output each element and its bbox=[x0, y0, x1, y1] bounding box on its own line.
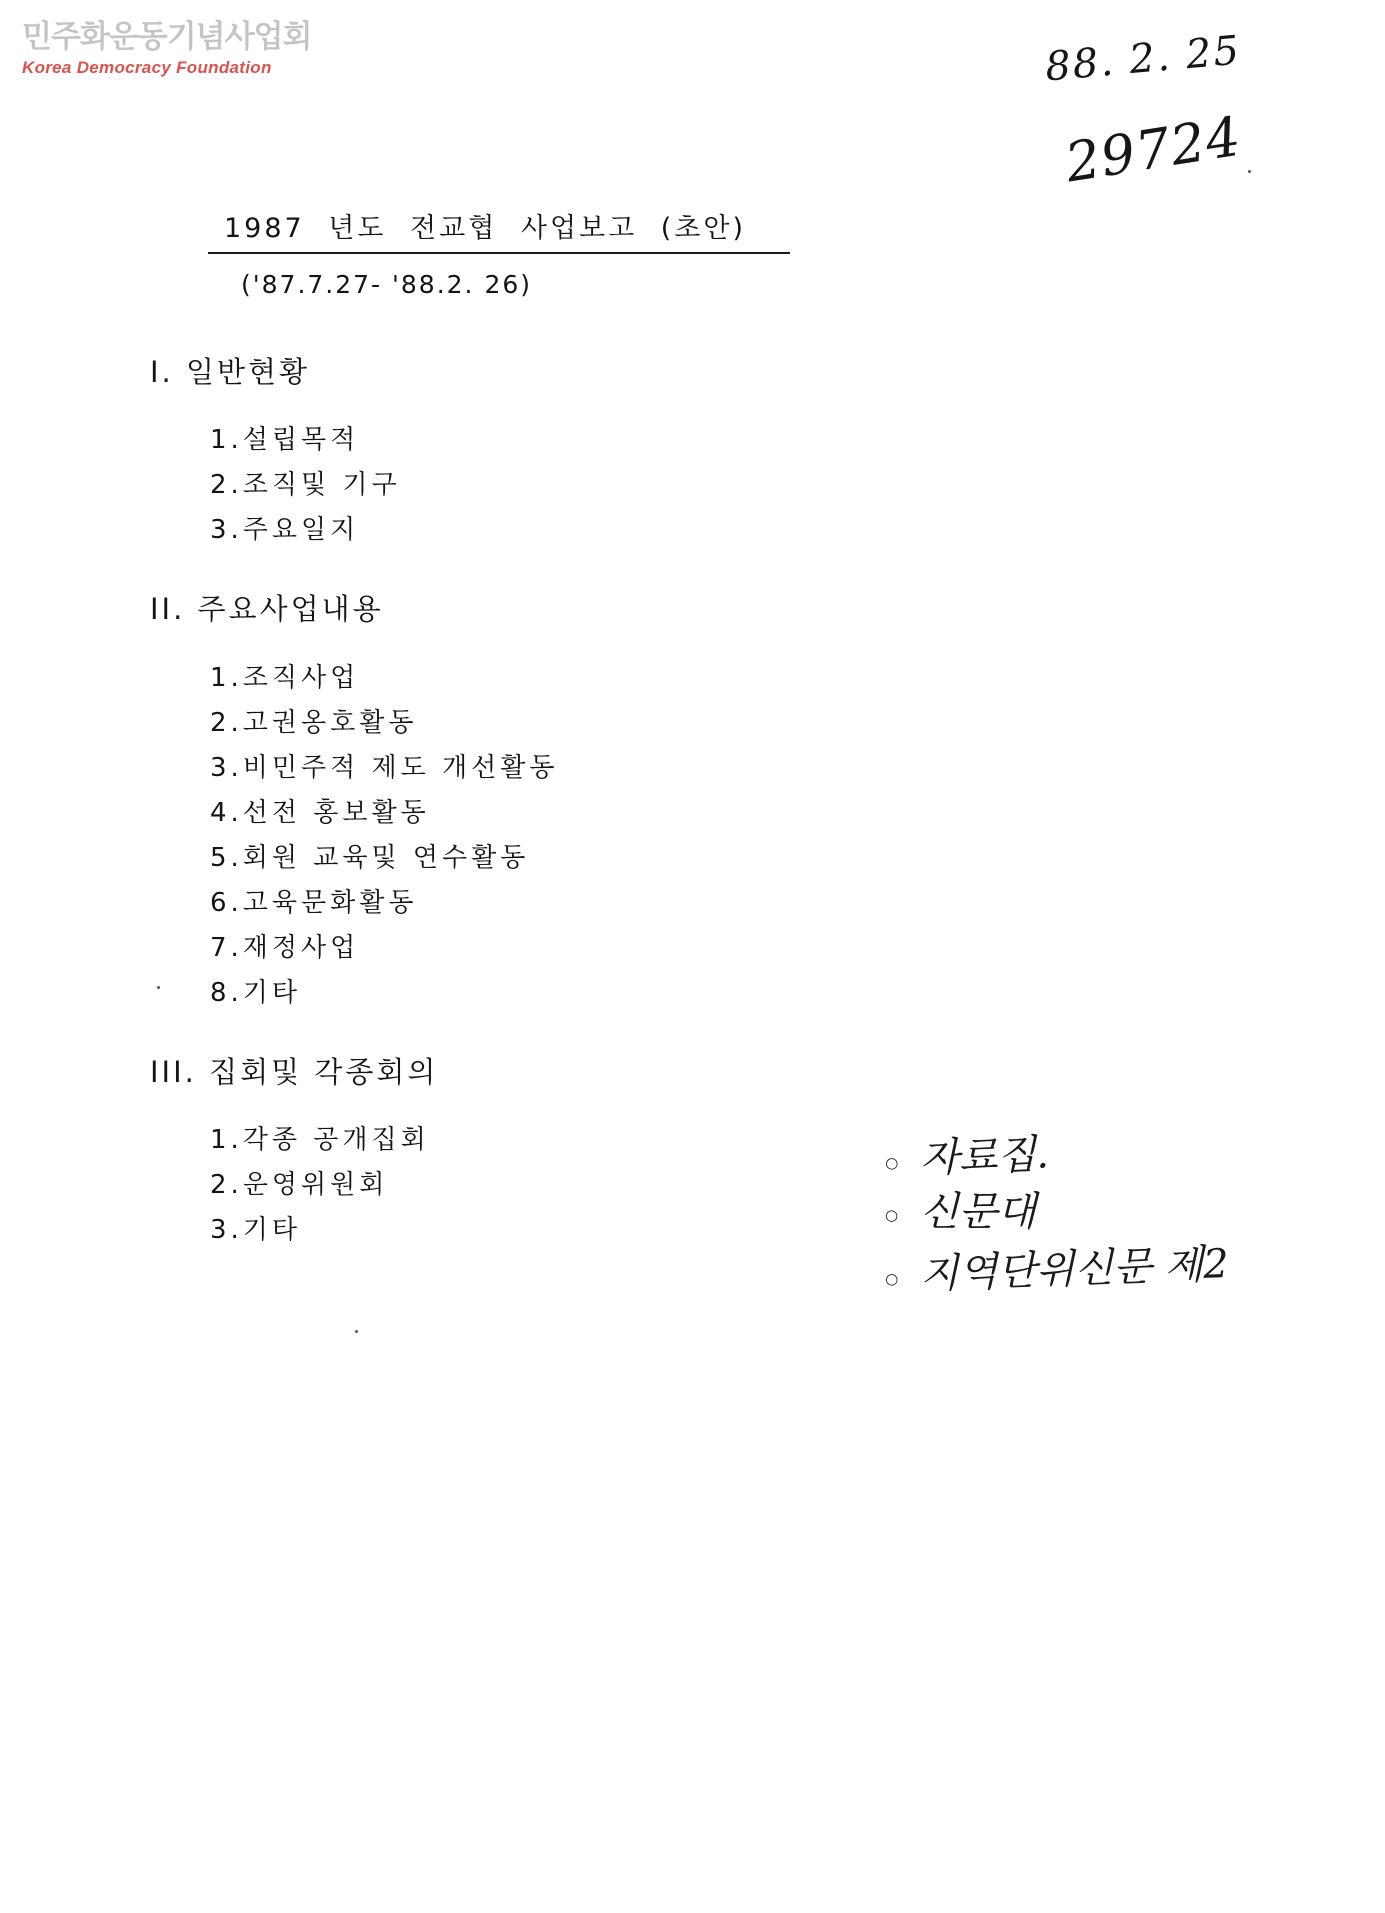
outline-item: 5.회원 교육및 연수활동 bbox=[210, 842, 530, 873]
margin-note-text: 지역단위신문 제2 bbox=[919, 1241, 1230, 1298]
section-heading: III. 집회및 각종회의 bbox=[150, 1054, 439, 1089]
margin-note bbox=[885, 1183, 1229, 1241]
outline-item: 3.기타 bbox=[210, 1214, 302, 1245]
outline-item: 2.조직및 기구 bbox=[210, 470, 401, 501]
handwritten-margin-notes bbox=[885, 1125, 1229, 1299]
scan-speck bbox=[355, 1330, 358, 1333]
outline-item: 7.재정사업 bbox=[210, 932, 360, 963]
margin-note-text: 신문대 bbox=[920, 1189, 1037, 1235]
document-period: ('87.7.27- '88.2. 26) bbox=[241, 270, 533, 299]
bullet-circle-icon: ○ bbox=[884, 1153, 899, 1172]
section-general-status bbox=[150, 354, 559, 553]
bullet-circle-icon: ○ bbox=[884, 1269, 899, 1288]
outline-item: 3.주요일지 bbox=[210, 515, 360, 546]
outline-item: 2.고권옹호활동 bbox=[210, 707, 418, 738]
report-outline bbox=[150, 354, 559, 1291]
section-meetings bbox=[150, 1054, 559, 1253]
outline-item: 1.설립목적 bbox=[210, 425, 360, 456]
outline-item: 4.선전 홍보활동 bbox=[210, 797, 430, 828]
margin-note bbox=[884, 1119, 1230, 1189]
handwritten-archive-number: 29724 bbox=[1061, 104, 1246, 195]
section-item-list bbox=[150, 418, 559, 553]
margin-note-text: 자료집. bbox=[919, 1131, 1050, 1182]
margin-note bbox=[884, 1235, 1230, 1305]
outline-item: 3.비민주적 제도 개선활동 bbox=[210, 752, 559, 783]
section-heading: II. 주요사업내용 bbox=[150, 592, 384, 627]
bullet-circle-icon: ○ bbox=[885, 1206, 899, 1224]
scan-speck bbox=[157, 986, 160, 989]
watermark-english-text: Korea Democracy Foundation bbox=[22, 58, 272, 77]
watermark-logo bbox=[22, 19, 312, 78]
outline-item: 2.운영위원회 bbox=[210, 1169, 389, 1200]
title-block bbox=[208, 206, 790, 254]
outline-item: 8.기타 bbox=[210, 977, 302, 1008]
handwritten-date: 88. 2. 25 bbox=[1043, 27, 1243, 91]
outline-item: 6.고육문화활동 bbox=[210, 887, 418, 918]
section-item-list bbox=[150, 1118, 559, 1253]
section-item-list bbox=[150, 656, 559, 1016]
watermark-korean-text: 민주화운동기념사업회 bbox=[22, 19, 312, 55]
outline-item: 1.조직사업 bbox=[210, 662, 360, 693]
document-title: 1987 년도 전교협 사업보고 (초안) bbox=[208, 206, 790, 254]
section-main-projects bbox=[150, 591, 559, 1015]
scan-speck bbox=[1248, 170, 1251, 173]
section-heading: I. 일반현황 bbox=[150, 355, 311, 389]
outline-item: 1.각종 공개집회 bbox=[210, 1124, 430, 1155]
